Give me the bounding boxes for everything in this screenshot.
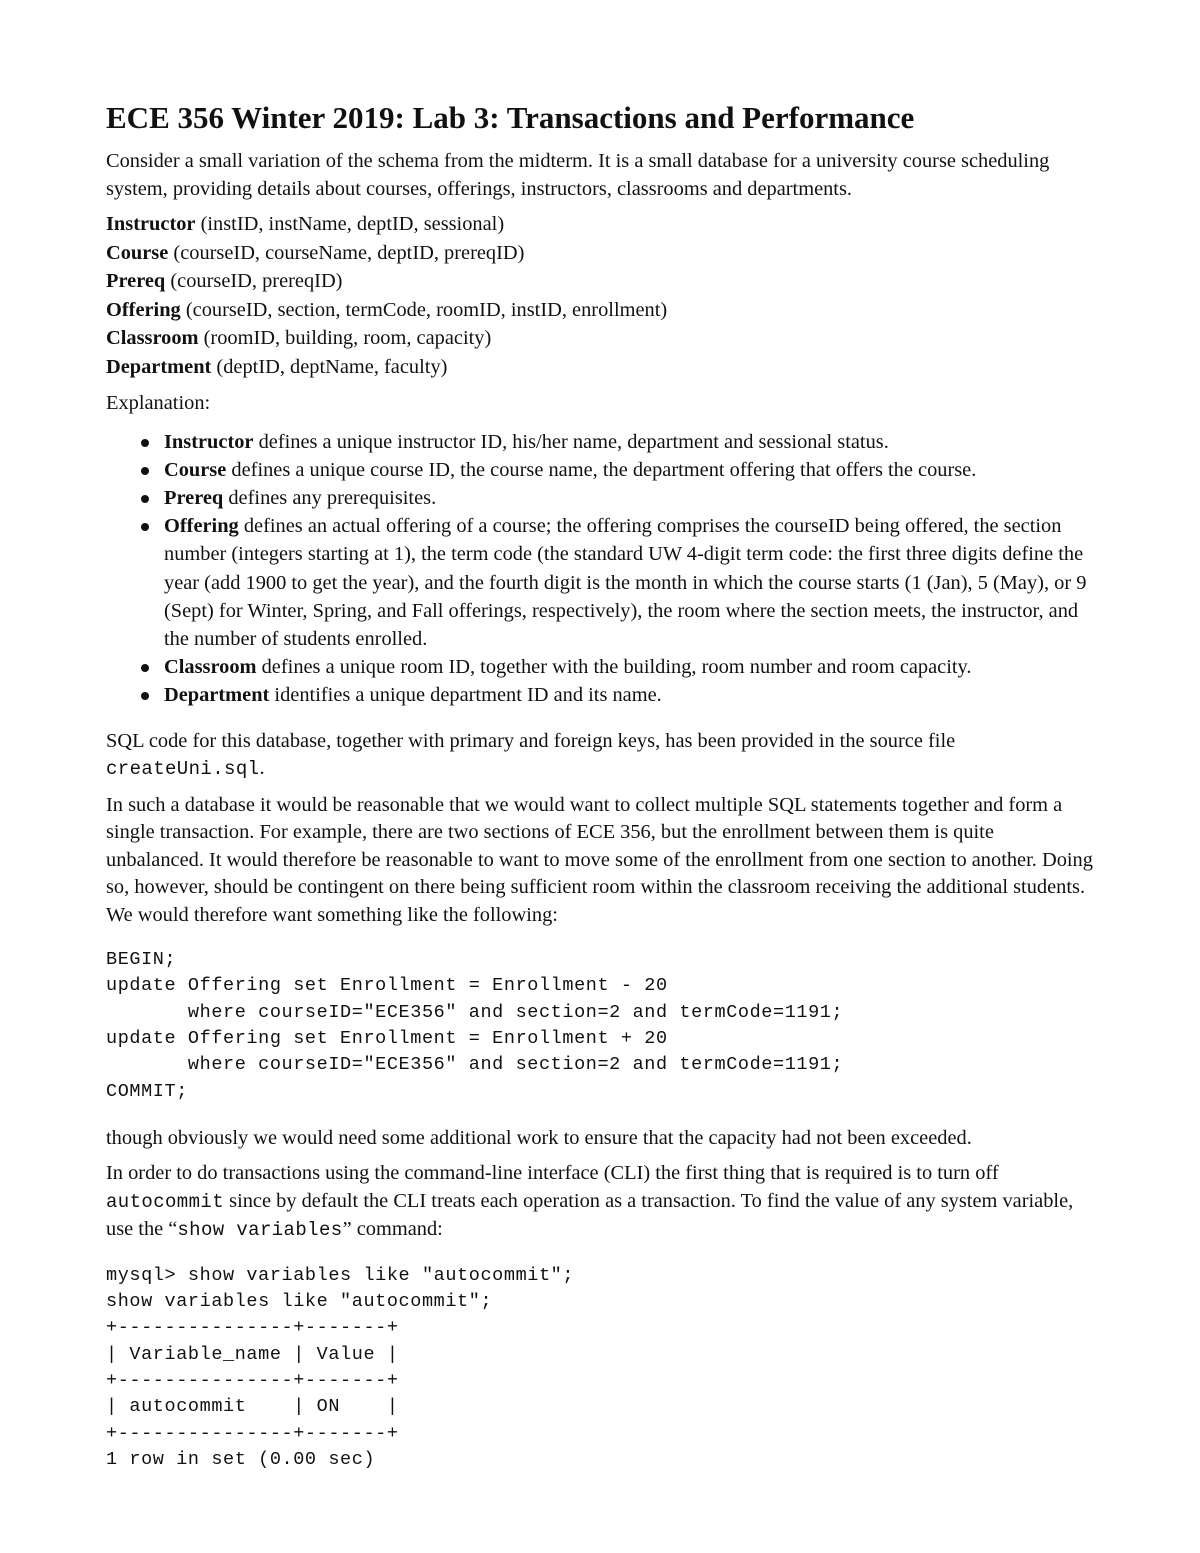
schema-department	[106, 354, 1096, 383]
schema-prereq	[106, 268, 1096, 297]
autocommit-code: autocommit	[106, 1190, 225, 1213]
list-item	[164, 428, 1096, 456]
mysql-output-block: mysql> show variables like "autocommit"; show variables like "autocommit"; +---------------+-------+ | Variable_name | Value | +---------------+-------+ | autocommit | ON | +---------------+-------+ 1 row in set (0.00 sec)	[106, 1264, 575, 1470]
explanation-label: Explanation:	[106, 392, 211, 414]
list-item	[164, 653, 1096, 681]
schema-fields: (courseID, prereqID)	[165, 270, 343, 292]
cli-paragraph	[106, 1160, 1096, 1245]
schema-table-name: Offering	[106, 298, 181, 321]
schema-fields: (courseID, section, termCode, roomID, instID, enrollment)	[180, 298, 668, 321]
list-item	[164, 681, 1096, 709]
transaction-code-block: BEGIN; update Offering set Enrollment = Enrollment - 20 where courseID="ECE356" and section=2 and termCode=1191; update Offering set Enrollment = Enrollment + 20 where courseID="ECE356" and section=2 and termCode=1191; COMMIT;	[106, 949, 844, 1102]
schema-course	[106, 240, 1096, 269]
schema-offering	[106, 297, 1096, 326]
list-item-term: Prereq	[164, 486, 224, 509]
schema-table-name: Course	[106, 241, 169, 264]
cli-text-1: In order to do transactions using the command-line interface (CLI) the first thing that is required is to turn off	[106, 1162, 999, 1185]
list-item-text: defines a unique instructor ID, his/her name, department and sessional status.	[253, 430, 889, 453]
list-item-text: defines a unique course ID, the course name, the department offering that offers the course.	[226, 458, 977, 481]
document-page	[106, 98, 1096, 1493]
schema-classroom	[106, 325, 1096, 354]
list-item-term: Department	[164, 684, 270, 707]
list-item-term: Classroom	[164, 656, 257, 679]
list-item	[164, 484, 1096, 512]
schema-table-name: Prereq	[106, 270, 166, 292]
capacity-paragraph: though obviously we would need some additional work to ensure that the capacity had not been exceeded.	[106, 1126, 972, 1149]
list-item-term: Course	[164, 458, 227, 481]
schema-table-name: Classroom	[106, 327, 199, 349]
list-item-text: defines any prerequisites.	[223, 486, 437, 509]
schema-fields: (deptID, deptName, faculty)	[211, 355, 448, 378]
schema-instructor	[106, 211, 1096, 240]
page-title: ECE 356 Winter 2019: Lab 3: Transactions and Performance	[106, 100, 915, 135]
cli-text-2: since by default the CLI treats each operation as a transaction. To find the value of any system variable, use the “	[106, 1189, 1074, 1241]
list-item-text: defines an actual offering of a course; the offering comprises the courseID being offered, the section number (integers starting at 1), the term code (the standard UW 4-digit term code: the first three digits define the year (add 1900 to get the year), and the fourth digit is the month in which the course starts (1 (Jan), 5 (May), or 9 (Sept) for Winter, Spring, and Fall offerings, respectively), the room where the section meets, the instructor, and the number of students enrolled.	[164, 515, 1087, 650]
explanation-list	[106, 428, 1096, 710]
intro-paragraph: Consider a small variation of the schema from the midterm. It is a small database for a university course scheduling system, providing details about courses, offerings, instructors, classrooms and departments.	[106, 150, 1050, 200]
sql-paragraph	[106, 728, 1096, 784]
list-item-text: identifies a unique department ID and its name.	[269, 684, 662, 707]
schema-list	[106, 211, 1096, 382]
transaction-paragraph: In such a database it would be reasonable that we would want to collect multiple SQL statements together and form a single transaction. For example, there are two sections of ECE 356, but the enrollment between them is quite unbalanced. It would therefore be reasonable to want to move some of the enrollment from one section to another. Doing so, however, should be contingent on there being sufficient room within the classroom receiving the additional students. We would therefore want something like the following:	[106, 793, 1093, 926]
list-item	[164, 512, 1096, 653]
sql-paragraph-text: SQL code for this database, together with primary and foreign keys, has been provided in the source file	[106, 729, 956, 752]
schema-table-name: Department	[106, 355, 212, 378]
show-variables-code: show variables	[177, 1219, 343, 1242]
list-item-term: Instructor	[164, 430, 254, 453]
schema-table-name: Instructor	[106, 213, 196, 235]
list-item-term: Offering	[164, 515, 239, 538]
sql-paragraph-end: .	[259, 757, 265, 780]
schema-fields: (roomID, building, room, capacity)	[198, 327, 492, 349]
list-item	[164, 456, 1096, 484]
cli-text-3: ” command:	[342, 1218, 443, 1241]
source-filename: createUni.sql	[106, 758, 260, 781]
list-item-text: defines a unique room ID, together with the building, room number and room capacity.	[256, 656, 972, 679]
schema-fields: (courseID, courseName, deptID, prereqID)	[168, 241, 525, 264]
schema-fields: (instID, instName, deptID, sessional)	[195, 213, 505, 235]
